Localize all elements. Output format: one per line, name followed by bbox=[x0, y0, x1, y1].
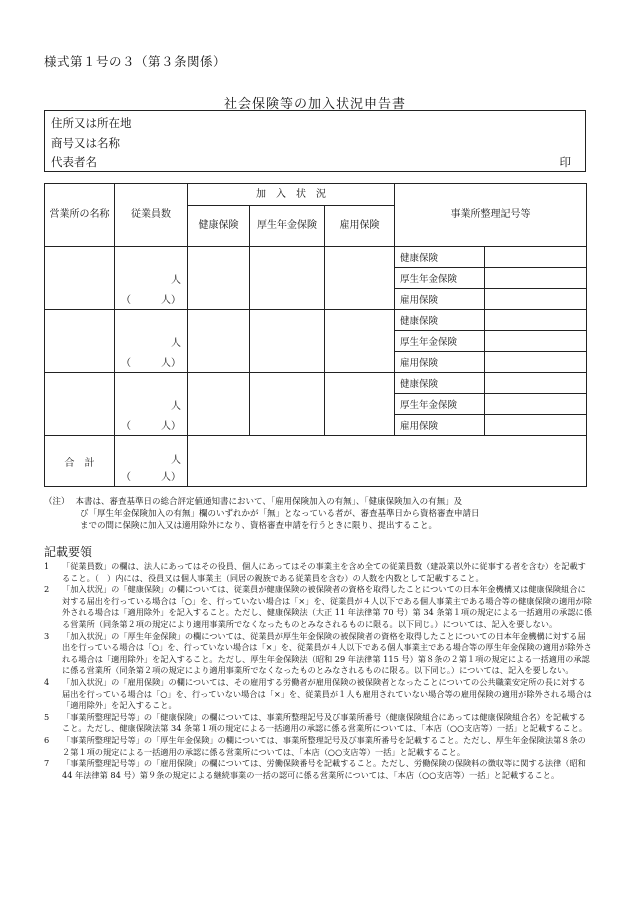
row-label-pension: 厚生年金保険 bbox=[395, 394, 485, 415]
instruction-item: 7 「事業所整理記号等」の「雇用保険」の欄については、労働保険番号を記載すること。ただし、労働保険の保険料の徴収等に関する法律（昭和 44 年法律第 84 号）第９条の規定による継続事業の一括の認可に係る営業所については、「本店（○○支店等）一括」と記載すること。 bbox=[44, 758, 586, 780]
employment-status-cell[interactable] bbox=[325, 310, 395, 373]
row-label-health: 健康保険 bbox=[395, 247, 485, 268]
instruction-item: 3 「加入状況」の「厚生年金保険」の欄については、従業員が厚生年金保険の被保険者の資格を取得したことについての日本年金機構に対する届出を行っている場合は「○」を、行っていない場合は「×」を、従業員が４人以下である個人事業主である場合等の厚生年金保険の適用が除外される場合は「適用除外」を記入すること。ただし、厚生年金保険法（昭和 29 年法律第 115 号）第８条の２第１項の規定による一括適用の承認に係る営業所（同条第２項の規定により適用事業所でなくなったものとみなされるものに限る。以下同じ。）については、記入を要しない。 bbox=[44, 630, 592, 676]
row-label-pension: 厚生年金保険 bbox=[395, 331, 485, 352]
address-label: 住所又は所在地 bbox=[51, 116, 132, 130]
employee-blank bbox=[115, 247, 188, 268]
note-line-1: 本書は、審査基準日の総合評定値通知書において、「雇用保険加入の有無」、「健康保険加入の有無」及 bbox=[75, 497, 463, 507]
total-blank-area bbox=[188, 436, 587, 487]
header-office-number: 事業所整理記号等 bbox=[395, 184, 587, 247]
header-pension: 厚生年金保険 bbox=[250, 206, 325, 247]
note-line-3: までの間に保険に加入又は適用除外になり、資格審査申請を行うときに限り、提出すること。 bbox=[80, 521, 438, 531]
pension-status-cell[interactable] bbox=[250, 310, 325, 373]
row-label-employment: 雇用保険 bbox=[395, 352, 485, 373]
pension-status-cell[interactable] bbox=[250, 373, 325, 436]
row-label-health: 健康保険 bbox=[395, 373, 485, 394]
header-office-name: 営業所の名称 bbox=[45, 184, 115, 247]
representative-label: 代表者名 bbox=[51, 155, 97, 169]
company-name-label: 商号又は名称 bbox=[51, 136, 120, 150]
employee-blank bbox=[115, 373, 188, 394]
health-number-cell[interactable] bbox=[485, 373, 587, 394]
seal-mark: 印 bbox=[559, 155, 571, 169]
employment-number-cell[interactable] bbox=[485, 352, 587, 373]
instruction-item: 5 「事業所整理記号等」の「健康保険」の欄については、事業所整理記号及び事業所番号（健康保険組合にあっては健康保険組合名）を記載すること。ただし、健康保険法第 34 条第１項の規定による一括適用の承認に係る営業所については、「本店（○○支店等）一括」と記載すること。 bbox=[44, 711, 588, 734]
pension-number-cell[interactable] bbox=[485, 268, 587, 289]
instruction-item: 1 「従業員数」の欄は、法人にあってはその役員、個人にあってはその事業主を含め全ての従業員数（建設業以外に従事する者を含む）を記載すること。（ ）内には、役員又は個人事業主（同居の親族である従業員を含む）の人数を内数として記載すること。 bbox=[44, 561, 586, 583]
office-name-cell[interactable] bbox=[45, 373, 115, 436]
insurance-status-table bbox=[44, 183, 587, 487]
note-label: （注） bbox=[44, 497, 70, 507]
form-number: 様式第１号の３（第３条関係） bbox=[44, 54, 227, 69]
health-number-cell[interactable] bbox=[485, 247, 587, 268]
instructions-list bbox=[44, 561, 592, 781]
header-employee-count: 従業員数 bbox=[115, 184, 188, 247]
instruction-item: 2 「加入状況」の「健康保険」の欄については、従業員が健康保険の被保険者の資格を取得したことについての日本年金機構又は健康保険組合に対する届出を行っている場合は「○」を、行っていない場合は「×」を、従業員が４人以下である個人事業主である場合等の健康保険の適用が除外される場合は「適用除外」を記入すること。ただし、健康保険法（大正 11 年法律第 70 号）第 34 条第１項の規定による一括適用の承認に係る営業所（同条第２項の規定により適用事業所でなくなったものとみなされるものに限る。以下同じ。）については、記入を要しない。 bbox=[44, 584, 592, 629]
pension-number-cell[interactable] bbox=[485, 394, 587, 415]
employment-number-cell[interactable] bbox=[485, 415, 587, 436]
note-line-2: び「厚生年金保険加入の有無」欄のいずれかが「無」となっている者が、審査基準日から資格審査申請日 bbox=[80, 509, 480, 519]
row-label-employment: 雇用保険 bbox=[395, 289, 485, 310]
header-health: 健康保険 bbox=[188, 206, 250, 247]
total-count-unit[interactable]: 人 bbox=[115, 436, 188, 466]
row-label-pension: 厚生年金保険 bbox=[395, 268, 485, 289]
instruction-item: 4 「加入状況」の「雇用保険」の欄については、その雇用する労働者が雇用保険の被保険者となったことについての公共職業安定所の長に対する届出を行っている場合は「○」を、行っていない場合は「×」を、従業員が１人も雇用されていない場合等の雇用保険の適用が除外される場合は「適用除外」を記入すること。 bbox=[44, 676, 592, 711]
health-status-cell[interactable] bbox=[188, 247, 250, 310]
instruction-item: 6 「事業所整理記号等」の「厚生年金保険」の欄については、事業所整理記号及び事業所番号を記載すること。ただし、厚生年金保険法第８条の２第１項の規定による一括適用の承認に係る営業所については、「本店（○○支店等）一括」と記載すること。 bbox=[44, 734, 586, 757]
office-name-cell[interactable] bbox=[45, 310, 115, 373]
employee-count-unit[interactable]: 人 bbox=[115, 394, 188, 415]
officer-count-paren[interactable]: （ 人） bbox=[115, 352, 188, 373]
employee-blank bbox=[115, 310, 188, 331]
employee-count-unit[interactable]: 人 bbox=[115, 268, 188, 289]
total-label: 合 計 bbox=[45, 436, 115, 487]
instructions-heading: 記載要領 bbox=[44, 545, 93, 559]
pension-number-cell[interactable] bbox=[485, 331, 587, 352]
row-label-health: 健康保険 bbox=[395, 310, 485, 331]
employment-status-cell[interactable] bbox=[325, 373, 395, 436]
row-label-employment: 雇用保険 bbox=[395, 415, 485, 436]
note bbox=[44, 496, 589, 532]
office-name-cell[interactable] bbox=[45, 247, 115, 310]
page-title: 社会保険等の加入状況申告書 bbox=[223, 97, 406, 112]
employment-number-cell[interactable] bbox=[485, 289, 587, 310]
health-status-cell[interactable] bbox=[188, 373, 250, 436]
employee-count-unit[interactable]: 人 bbox=[115, 331, 188, 352]
officer-count-paren[interactable]: （ 人） bbox=[115, 415, 188, 436]
officer-count-paren[interactable]: （ 人） bbox=[115, 289, 188, 310]
header-status: 加 入 状 況 bbox=[188, 184, 395, 206]
health-status-cell[interactable] bbox=[188, 310, 250, 373]
pension-status-cell[interactable] bbox=[250, 247, 325, 310]
applicant-box bbox=[44, 110, 586, 172]
health-number-cell[interactable] bbox=[485, 310, 587, 331]
total-officer-paren[interactable]: （ 人） bbox=[115, 466, 188, 487]
employment-status-cell[interactable] bbox=[325, 247, 395, 310]
header-employment: 雇用保険 bbox=[325, 206, 395, 247]
